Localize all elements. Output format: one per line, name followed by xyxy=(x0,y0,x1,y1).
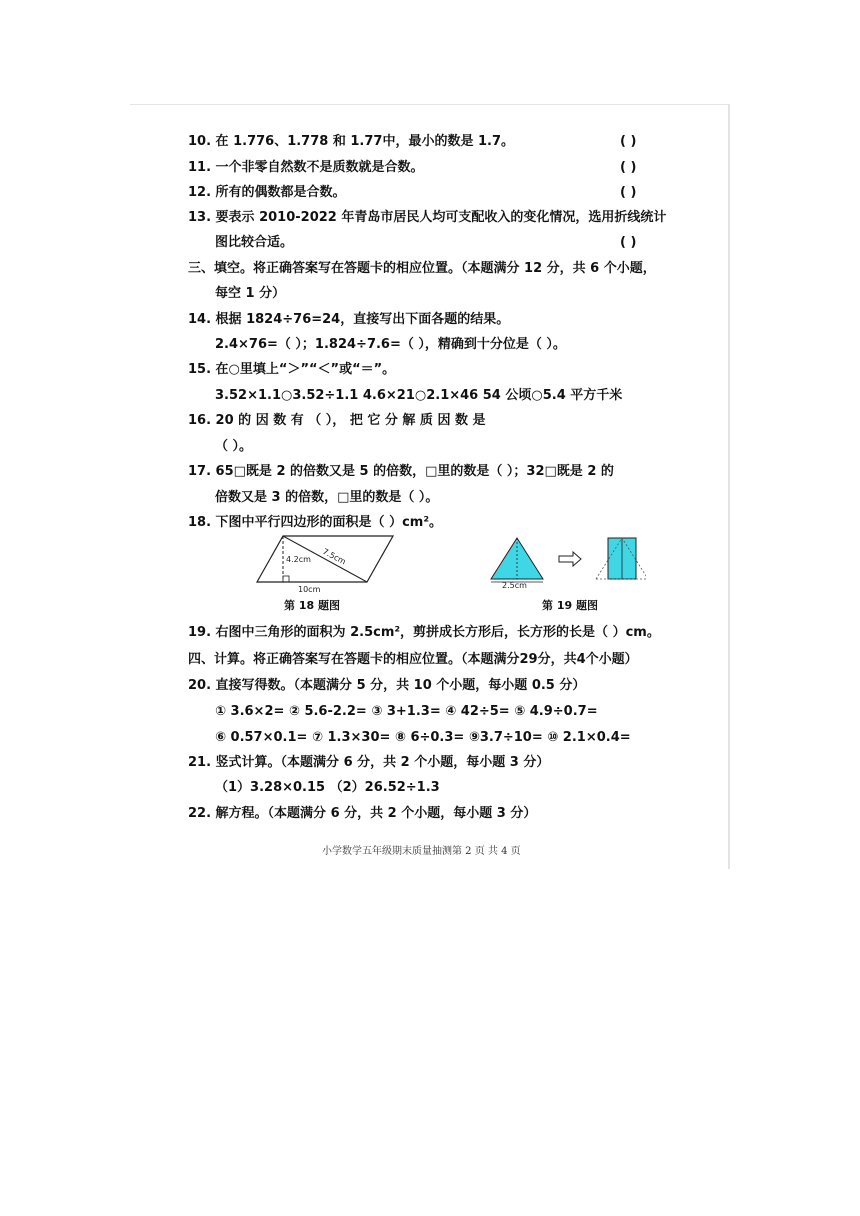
question-10 xyxy=(188,133,514,151)
question-14: 14. 根据 1824÷76=24，直接写出下面各题的结果。 xyxy=(188,312,510,327)
question-18: 18. 下图中平行四边形的面积是（ ）cm²。 xyxy=(188,515,443,530)
question-21: 21. 竖式计算。（本题满分 6 分，共 2 个小题，每小题 3 分） xyxy=(188,755,550,770)
triangle-figure xyxy=(486,534,646,590)
section-3-heading: 三、填空。将正确答案写在答题卡的相应位置。（本题满分 12 分，共 6 个小题， xyxy=(188,261,656,276)
question-11: 11. 一个非零自然数不是质数就是合数。 xyxy=(188,160,424,175)
base-label: 10cm xyxy=(298,585,321,594)
question-14-items: 2.4×76=（ ）；1.824÷7.6=（ ），精确到十分位是（ ）。 xyxy=(215,337,566,352)
right-angle-mark xyxy=(283,576,289,582)
question-20: 20. 直接写得数。（本题满分 5 分，共 10 个小题，每小题 0.5 分） xyxy=(188,678,586,693)
figure-18-caption: 第 18 题图 xyxy=(284,599,340,612)
answer-blank-13: ( ) xyxy=(620,235,637,250)
question-19: 19. 右图中三角形的面积为 2.5cm²，剪拼成长方形后，长方形的长是（ ）cm。 xyxy=(188,625,660,640)
question-17-cont: 倍数又是 3 的倍数，□里的数是（ ）。 xyxy=(215,490,439,505)
question-12: 12. 所有的偶数都是合数。 xyxy=(188,185,346,200)
question-15: 15. 在○里填上“＞”“＜”或“＝”。 xyxy=(188,362,396,377)
question-20-row-1: ① 3.6×2= ② 5.6-2.2= ③ 3+1.3= ④ 42÷5= ⑤ 4.9÷0.7= xyxy=(215,704,598,719)
transform-arrow-icon xyxy=(559,552,581,566)
question-13-cont: 图比较合适。 xyxy=(215,235,294,250)
side-label: 7.5cm xyxy=(321,546,348,567)
question-10-text-b: 7中，最小的数是 1. xyxy=(373,134,492,149)
triangle-base-label: 2.5cm xyxy=(502,581,527,590)
question-17: 17. 65□既是 2 的倍数又是 5 的倍数，□里的数是（ ）；32□既是 2 的 xyxy=(188,464,614,479)
page-footer: 小学数学五年级期末质量抽测第 2 页 共 4 页 xyxy=(322,846,521,857)
parallelogram-figure xyxy=(250,532,400,596)
question-10-text-c: 7。 xyxy=(491,134,515,149)
question-15-items: 3.52×1.1○3.52÷1.1 4.6×21○2.1×46 54 公顷○5.4 平方千米 xyxy=(215,388,623,403)
question-16-cont: （ ）。 xyxy=(215,439,253,454)
question-20-row-2: ⑥ 0.57×0.1= ⑦ 1.3×30= ⑧ 6÷0.3= ⑨3.7÷10= ⑩ 2.1×0.4= xyxy=(215,730,631,745)
section-3-heading-cont: 每空 1 分） xyxy=(215,286,286,301)
question-16: 16. 20 的 因 数 有 （ ）， 把 它 分 解 质 因 数 是 xyxy=(188,413,486,428)
answer-blank-10: ( ) xyxy=(620,134,637,149)
answer-blank-12: ( ) xyxy=(620,185,637,200)
question-21-items: （1）3.28×0.15 （2）26.52÷1.3 xyxy=(215,780,440,795)
question-10-text-a: 10. 在 1.776、1.778 和 1.7 xyxy=(188,134,374,149)
question-13: 13. 要表示 2010-2022 年青岛市居民人均可支配收入的变化情况，选用折线统计 xyxy=(188,210,667,225)
answer-blank-11: ( ) xyxy=(620,160,637,175)
section-4-heading: 四、计算。将正确答案写在答题卡的相应位置。（本题满分29分，共4个小题） xyxy=(188,652,638,667)
figure-19-caption: 第 19 题图 xyxy=(542,599,598,612)
height-label: 4.2cm xyxy=(286,555,311,564)
question-22: 22. 解方程。（本题满分 6 分，共 2 个小题，每小题 3 分） xyxy=(188,806,537,821)
